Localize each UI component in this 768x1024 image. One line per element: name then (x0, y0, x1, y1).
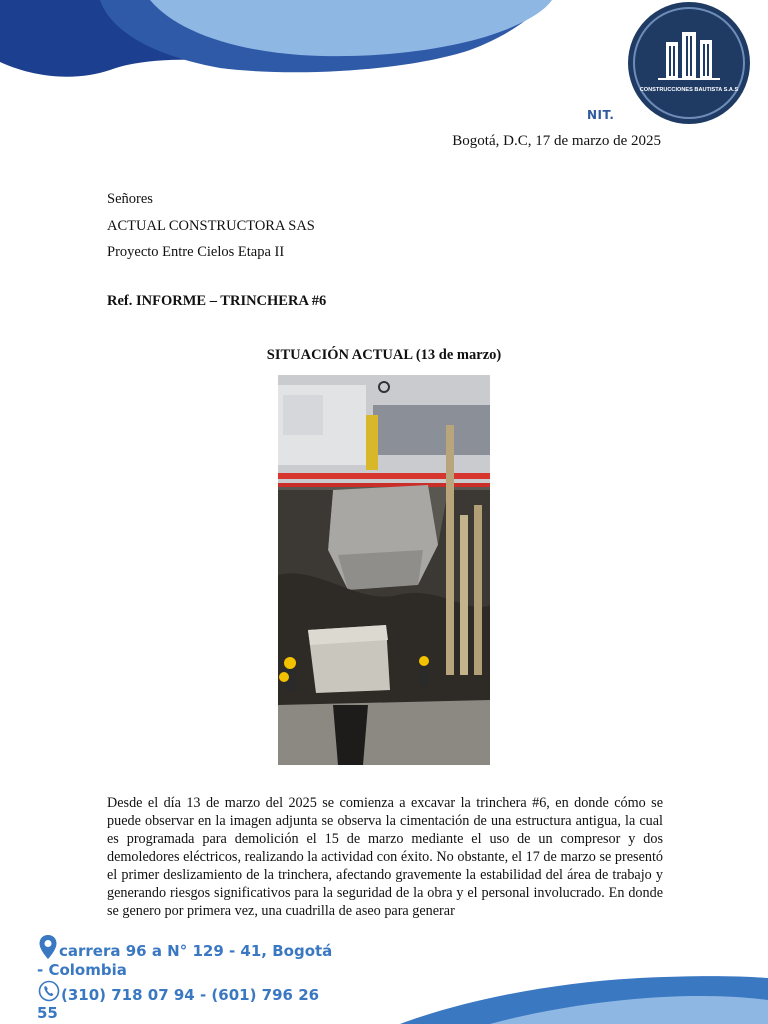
location-pin-icon (38, 934, 58, 960)
reference-line: Ref. INFORME – TRINCHERA #6 (107, 293, 327, 309)
logo-text: CONSTRUCCIONES BAUTISTA S.A.S (639, 87, 739, 93)
section-title: SITUACIÓN ACTUAL (13 de marzo) (266, 347, 502, 363)
footer-address-line2: - Colombia (37, 961, 127, 979)
trench-photo (278, 375, 490, 765)
nit-label: NIT. (587, 108, 615, 122)
company-logo (626, 0, 752, 126)
footer-address-line1: carrera 96 a N° 129 - 41, Bogotá (59, 942, 333, 960)
date-line: Bogotá, D.C, 17 de marzo de 2025 (452, 133, 661, 149)
addressee-company: ACTUAL CONSTRUCTORA SAS (107, 217, 315, 234)
footer-phone-line1: (310) 718 07 94 - (601) 796 26 (61, 986, 320, 1004)
body-paragraph: Desde el día 13 de marzo del 2025 se comienza a excavar la trinchera #6, en donde cómo se puede observar en la imagen adjunta se observa la cimentación de una estructura antigua, la cual es programada para demolición el 15 de marzo mediante el uso de un compresor y dos demoledores eléctricos, realizando la actividad con éxito. No obstante, el 17 de marzo se presentó el primer deslizamiento de la trinchera, afectando gravemente la estabilidad del área de trabajo y generando riesgos significativos para la seguridad de la obra y el personal involucrado. En donde se genero por primera vez, una cuadrilla de aseo para generar (107, 795, 663, 919)
phone-icon (38, 980, 60, 1002)
addressee-block (107, 186, 315, 266)
footer-phone-line2: 55 (37, 1004, 58, 1022)
addressee-project: Proyecto Entre Cielos Etapa II (107, 244, 285, 260)
salutation: Señores (107, 191, 153, 207)
